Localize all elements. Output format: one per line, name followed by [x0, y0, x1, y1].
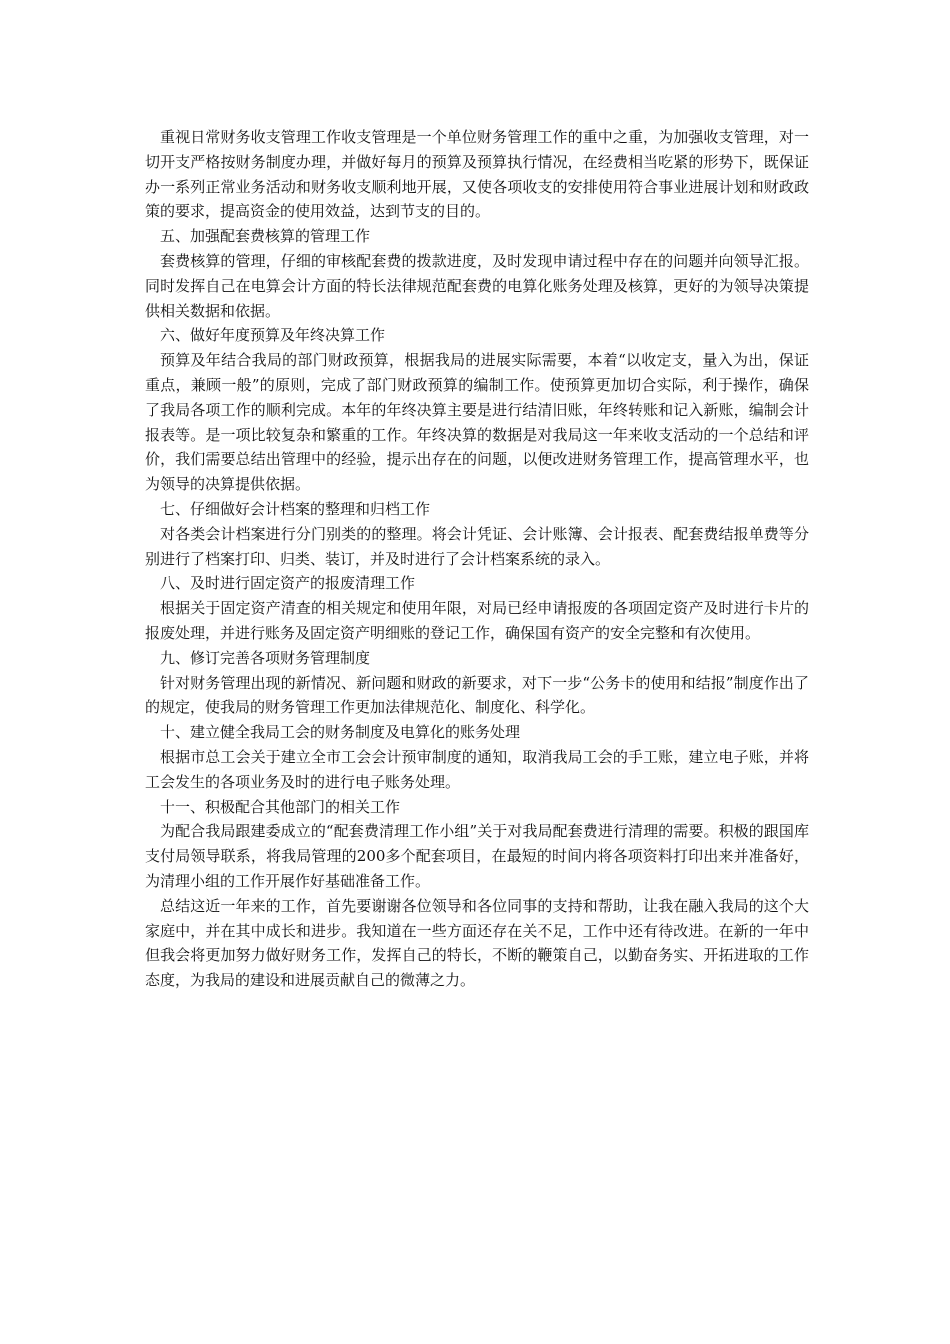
heading-section-8: 八、及时进行固定资产的报废清理工作 [160, 574, 416, 593]
heading-section-10: 十、建立健全我局工会的财务制度及电算化的账务处理 [160, 723, 521, 742]
heading-section-5: 五、加强配套费核算的管理工作 [160, 227, 371, 246]
paragraph-section-8: 根据关于固定资产清查的相关规定和使用年限，对局已经申请报废的各项固定资产及时进行卡片的报废处理，并进行账务及固定资产明细账的登记工作，确保国有资产的安全完整和有次使用。 [145, 599, 809, 642]
heading-section-11: 十一、积极配合其他部门的相关工作 [160, 797, 401, 816]
paragraph-section-5: 套费核算的管理，仔细的审核配套费的拨款进度，及时发现申请过程中存在的问题并向领导汇报。同时发挥自己在电算会计方面的特长法律规范配套费的电算化账务处理及核算，更好的为领导决策提供相关数据和依据。 [145, 251, 809, 320]
heading-section-9: 九、修订完善各项财务管理制度 [160, 648, 371, 667]
heading-section-6: 六、做好年度预算及年终决算工作 [160, 326, 386, 345]
heading-section-7: 七、仔细做好会计档案的整理和归档工作 [160, 499, 431, 518]
document-page [145, 125, 809, 993]
paragraph-budget-control: 重视日常财务收支管理工作收支管理是一个单位财务管理工作的重中之重，为加强收支管理，对一切开支严格按财务制度办理，并做好每月的预算及预算执行情况，在经费相当吃紧的形势下，既保证办一系列正常业务活动和财务收支顺利地开展，又使各项收支的安排使用符合事业进展计划和财政政策的要求，提高资金的使用效益，达到节支的目的。 [145, 128, 809, 221]
paragraph-section-10: 根据市总工会关于建立全市工会会计预审制度的通知，取消我局工会的手工账，建立电子账，并将工会发生的各项业务及时的进行电子账务处理。 [145, 747, 809, 791]
paragraph-section-7: 对各类会计档案进行分门别类的的整理。将会计凭证、会计账簿、会计报表、配套费结报单费等分别进行了档案打印、归类、装订，并及时进行了会计档案系统的录入。 [145, 524, 809, 568]
paragraph-section-9: 针对财务管理出现的新情况、新问题和财政的新要求，对下一步“公务卡的使用和结报”制度作出了的规定，使我局的财务管理工作更加法律规范化、制度化、科学化。 [145, 673, 809, 717]
paragraph-section-6: 预算及年结合我局的部门财政预算，根据我局的进展实际需要，本着“以收定支，量入为出，保证重点，兼顾一般”的原则，完成了部门财政预算的编制工作。使预算更加切合实际，利于操作，确保了我局各项工作的顺利完成。本年的年终决算主要是进行结清旧账，年终转账和记入新账，编制会计报表等。是一项比较复杂和繁重的工作。年终决算的数据是对我局这一年来收支活动的一个总结和评价，我们需要总结出管理中的经验，提示出存在的问题，以便改进财务管理工作，提高管理水平，也为领导的决算提供依据。 [145, 351, 809, 494]
paragraph-section-11: 为配合我局跟建委成立的“配套费清理工作小组”关于对我局配套费进行清理的需要。积极的跟国库支付局领导联系，将我局管理的200多个配套项目，在最短的时间内将各项资料打印出来并准备好，为清理小组的工作开展作好基础准备工作。 [145, 822, 809, 890]
paragraph-summary: 总结这近一年来的工作，首先要谢谢各位领导和各位同事的支持和帮助，让我在融入我局的这个大家庭中，并在其中成长和进步。我知道在一些方面还存在关不足，工作中还有待改进。在新的一年中但我会将更加努力做好财务工作，发挥自己的特长，不断的鞭策自己，以勤奋务实、开拓进取的工作态度，为我局的建设和进展贡献自己的微薄之力。 [145, 896, 809, 990]
